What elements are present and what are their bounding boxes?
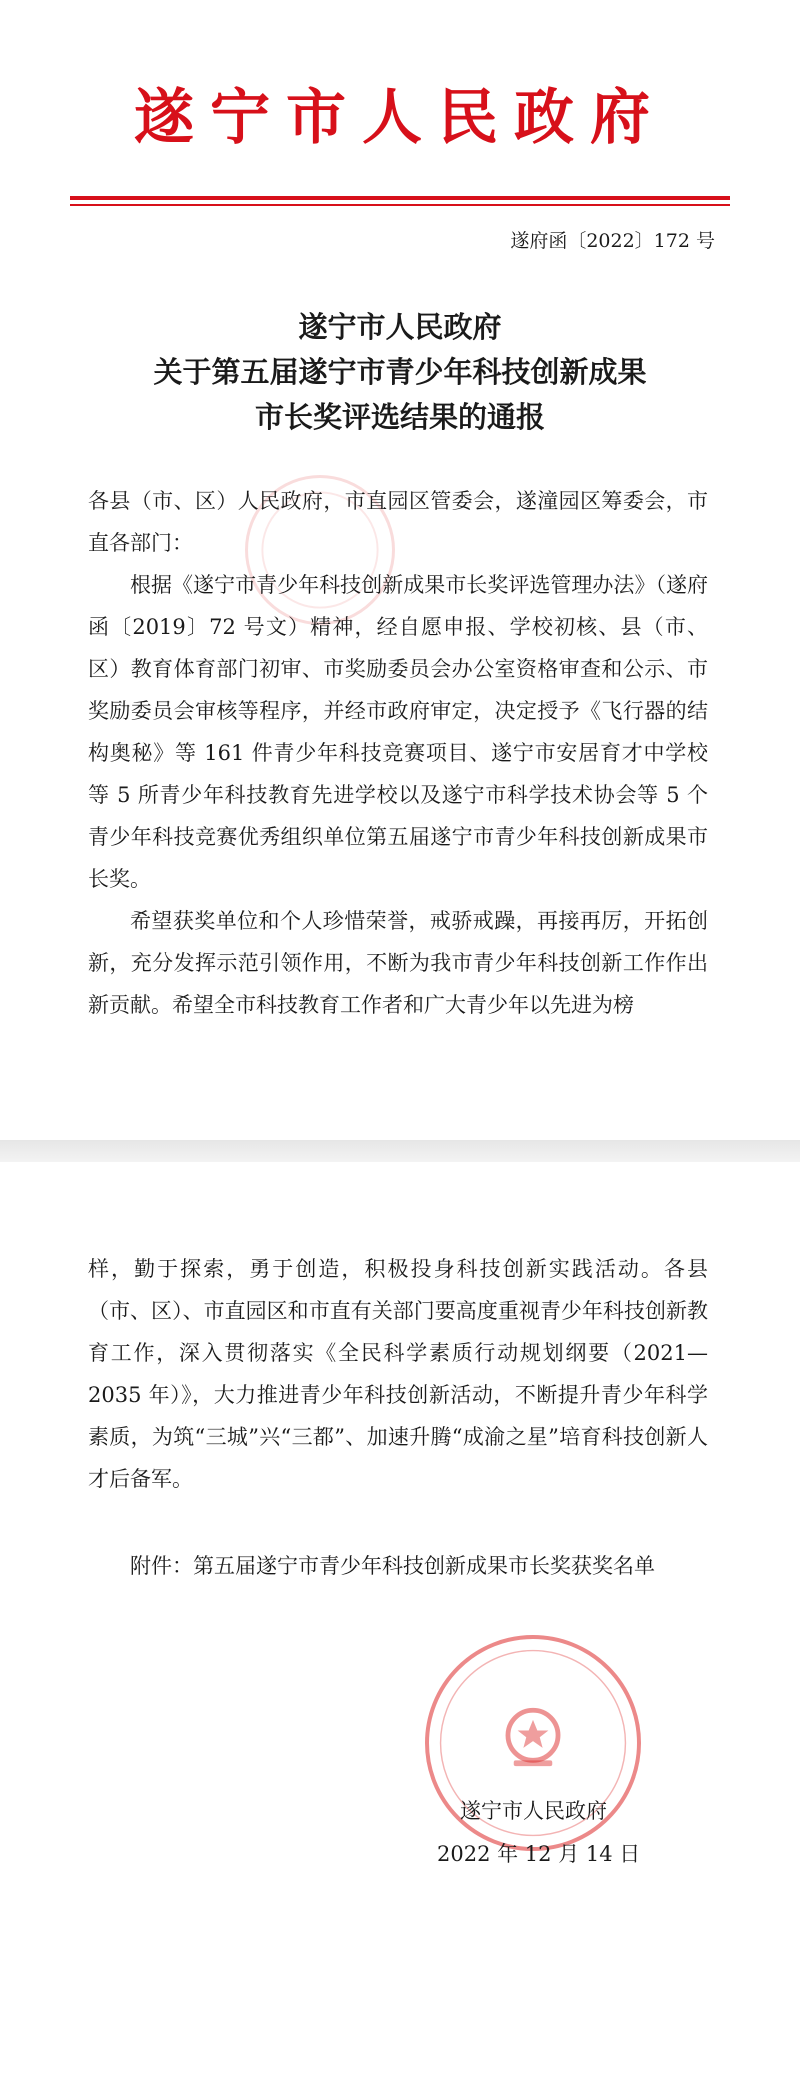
body-paragraph-2-part-2: 样，勤于探索，勇于创造，积极投身科技创新实践活动。各县（市、区）、市直园区和市直有关部门要高度重视青少年科技创新教育工作，深入贯彻落实《全民科学素质行动规划纲要（2021—2035 年）》，大力推进青少年科技创新活动，不断提升青少年科学素质，为筑“三城”兴“三都”、加速升腾“成渝之星”培育科技创新人才后备军。 <box>88 1257 708 1491</box>
document-title <box>0 305 800 440</box>
masthead-rule-thin <box>70 204 730 206</box>
body-paragraph-1: 根据《遂宁市青少年科技创新成果市长奖评选管理办法》（遂府函〔2019〕72 号文）精神，经自愿申报、学校初核、县（市、区）教育体育部门初审、市奖励委员会办公室资格审查和公示、市奖励委员会审核等程序，并经市政府审定，决定授予《飞行器的结构奥秘》等 161 件青少年科技竞赛项目、遂宁市安居育才中学校等 5 所青少年科技教育先进学校以及遂宁市科学技术协会等 5 个青少年科技竞赛优秀组织单位第五届遂宁市青少年科技创新成果市长奖。 <box>88 573 708 891</box>
masthead-rule-thick <box>70 196 730 200</box>
body-paragraph-2-part-1: 希望获奖单位和个人珍惜荣誉，戒骄戒躁，再接再厉，开拓创新，充分发挥示范引领作用，不断为我市青少年科技创新工作作出新贡献。希望全市科技教育工作者和广大青少年以先进为榜 <box>88 909 708 1017</box>
title-line-2: 关于第五届遂宁市青少年科技创新成果 <box>153 355 647 389</box>
document-number: 遂府函〔2022〕172 号 <box>510 230 715 252</box>
masthead-title: 遂宁市人民政府 <box>134 83 666 153</box>
body-page-1 <box>88 480 708 1026</box>
title-line-3: 市长奖评选结果的通报 <box>254 400 545 434</box>
title-line-1: 遂宁市人民政府 <box>298 310 502 344</box>
issue-date: 2022 年 12 月 14 日 <box>437 1842 641 1866</box>
attachment-note: 附件：第五届遂宁市青少年科技创新成果市长奖获奖名单 <box>130 1554 655 1578</box>
body-page-2 <box>88 1248 708 1500</box>
issuer-signature: 遂宁市人民政府 <box>460 1799 607 1823</box>
addressee-paragraph: 各县（市、区）人民政府，市直园区管委会，遂潼园区筹委会，市直各部门： <box>88 489 708 555</box>
page-separator <box>0 1140 800 1162</box>
